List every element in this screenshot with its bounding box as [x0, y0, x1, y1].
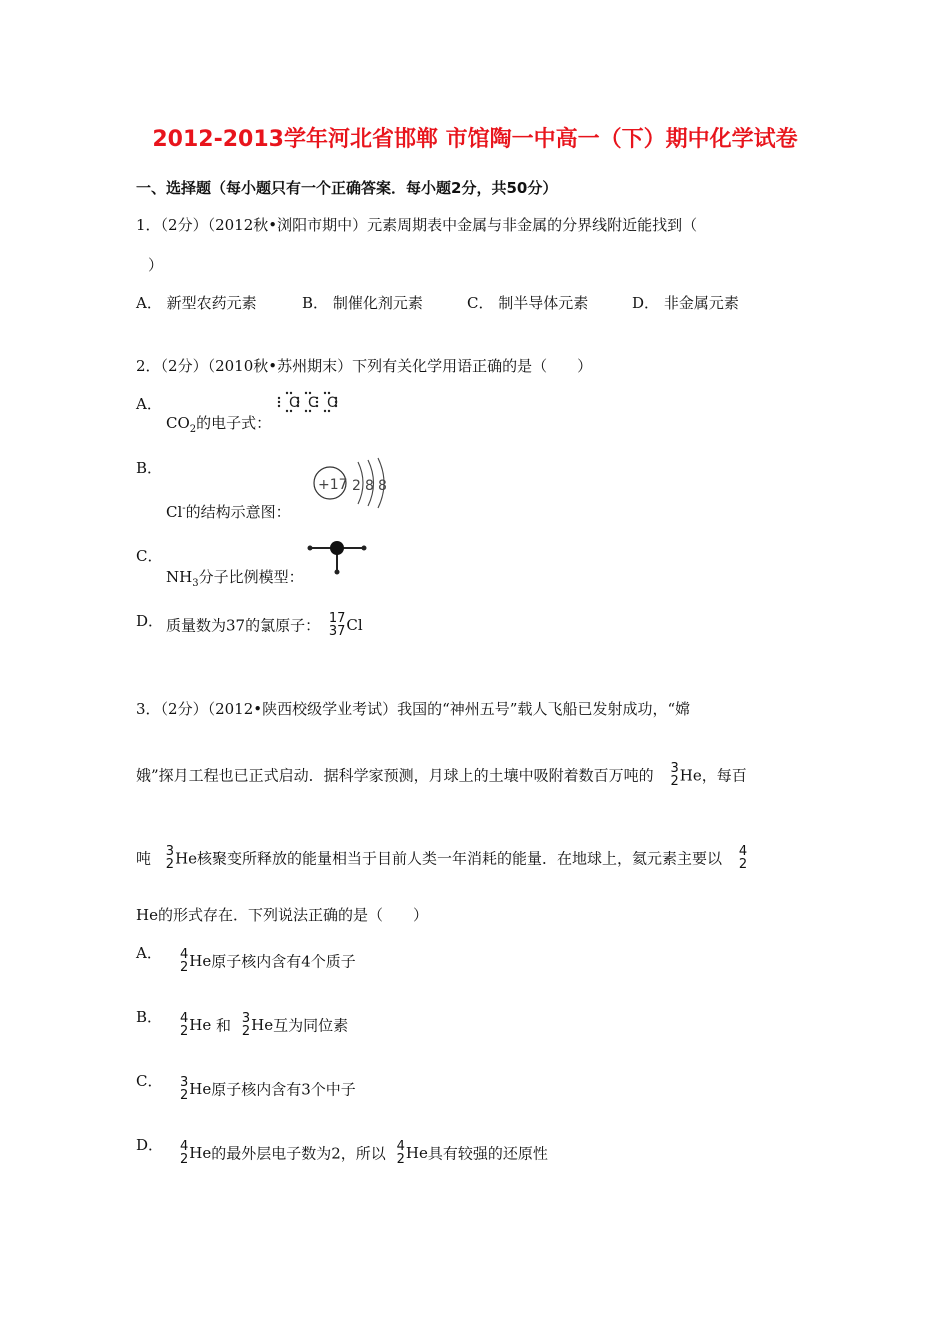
q3-option-a-text: 4 2 He原子核内含有4个质子: [180, 947, 356, 975]
q1-option-b: [302, 292, 423, 313]
shell-3-electrons: 8: [378, 478, 387, 494]
q2-option-c-letter: C．: [136, 547, 163, 565]
q3-option-c-text: 3 2 He原子核内含有3个中子: [180, 1075, 356, 1103]
helium-4-notation: 4 2: [180, 947, 189, 975]
q1-stem-continued: ）: [148, 256, 164, 274]
q3-option-a-letter: A．: [136, 944, 162, 962]
nucleus-charge: +17: [318, 477, 348, 493]
q3-option-d-text: 4 2 He的最外层电子数为2，所以 4 2 He具有较强的还原性: [180, 1139, 548, 1167]
q1-stem: 1．（2分）（2012秋•浏阳市期中）元素周期表中金属与非金属的分界线附近能找到（: [136, 216, 698, 234]
q2-option-a-text: $CO_2$的电子式：: [166, 414, 272, 435]
option-text: 制催化剂元素: [332, 294, 423, 312]
helium-4-notation: 4 2: [180, 1011, 189, 1039]
atom-o-left: O: [289, 395, 301, 411]
q2-option-b-text: Cl-的结构示意图：: [166, 503, 291, 521]
q2-option-d-text: 质量数为37的氯原子： 17 37 Cl: [166, 611, 363, 639]
q3-option-d-letter: D．: [136, 1136, 164, 1154]
section-heading: 一、选择题（每小题只有一个正确答案．每小题2分，共50分）: [136, 179, 558, 197]
nh3-model-diagram: [306, 536, 368, 576]
chlorine-nuclide-notation: 17 37: [328, 611, 346, 639]
q1-option-d: [632, 292, 739, 313]
chloride-ion-structure-diagram: [308, 456, 392, 510]
option-text: 新型农药元素: [166, 294, 257, 312]
q3-line-3: 吨 3 2 He核聚变所释放的能量相当于目前人类一年消耗的能量．在地球上，氦元素主要以 4 2: [136, 844, 748, 872]
co2-electron-dot-diagram: [276, 391, 340, 413]
shell-1-electrons: 2: [352, 478, 361, 494]
option-letter: C．: [467, 294, 494, 312]
option-letter: B．: [302, 294, 329, 312]
q2-option-b-letter: B．: [136, 459, 163, 477]
helium-3-notation: 3 2: [180, 1075, 189, 1103]
helium-3-notation: 3 2: [165, 844, 175, 872]
q3-option-b-text: 4 2 He 和 3 2 He互为同位素: [180, 1011, 349, 1039]
q3-line-2: 娥”探月工程也已正式启动．据科学家预测，月球上的土壤中吸附着数百万吨的 3 2 He，每百: [136, 761, 747, 789]
q3-line-1: 3．（2分）（2012•陕西校级学业考试）我国的“神州五号”载人飞船已发射成功，“嫦: [136, 700, 691, 718]
helium-4-notation: 4 2: [396, 1139, 405, 1167]
option-text: 制半导体元素: [498, 294, 589, 312]
helium-3-notation: 3 2: [670, 761, 679, 789]
q2-option-a-letter: A．: [136, 395, 162, 413]
atom-o-right: O: [327, 395, 339, 411]
q2-option-c-text: $NH_3$分子比例模型：: [166, 568, 304, 589]
helium-3-notation: 3 2: [241, 1011, 251, 1039]
option-letter: A．: [136, 294, 162, 312]
helium-4-notation: 4 2: [738, 844, 748, 872]
q3-line-4: He的形式存在．下列说法正确的是（ ）: [136, 906, 428, 924]
option-text: 非金属元素: [663, 294, 739, 312]
helium-4-notation: 4 2: [180, 1139, 189, 1167]
q1-option-a: [136, 292, 257, 313]
q2-stem: 2．（2分）（2010秋•苏州期末）下列有关化学用语正确的是（ ）: [136, 357, 593, 375]
q2-option-d-letter: D．: [136, 612, 164, 630]
atom-c: C: [308, 395, 318, 411]
page-title: 2012-2013学年河北省邯郸 市馆陶一中高一（下）期中化学试卷: [152, 127, 798, 152]
q1-option-c: [467, 292, 588, 313]
q3-option-b-letter: B．: [136, 1008, 163, 1026]
shell-2-electrons: 8: [365, 478, 374, 494]
q3-option-c-letter: C．: [136, 1072, 163, 1090]
option-letter: D．: [632, 294, 660, 312]
